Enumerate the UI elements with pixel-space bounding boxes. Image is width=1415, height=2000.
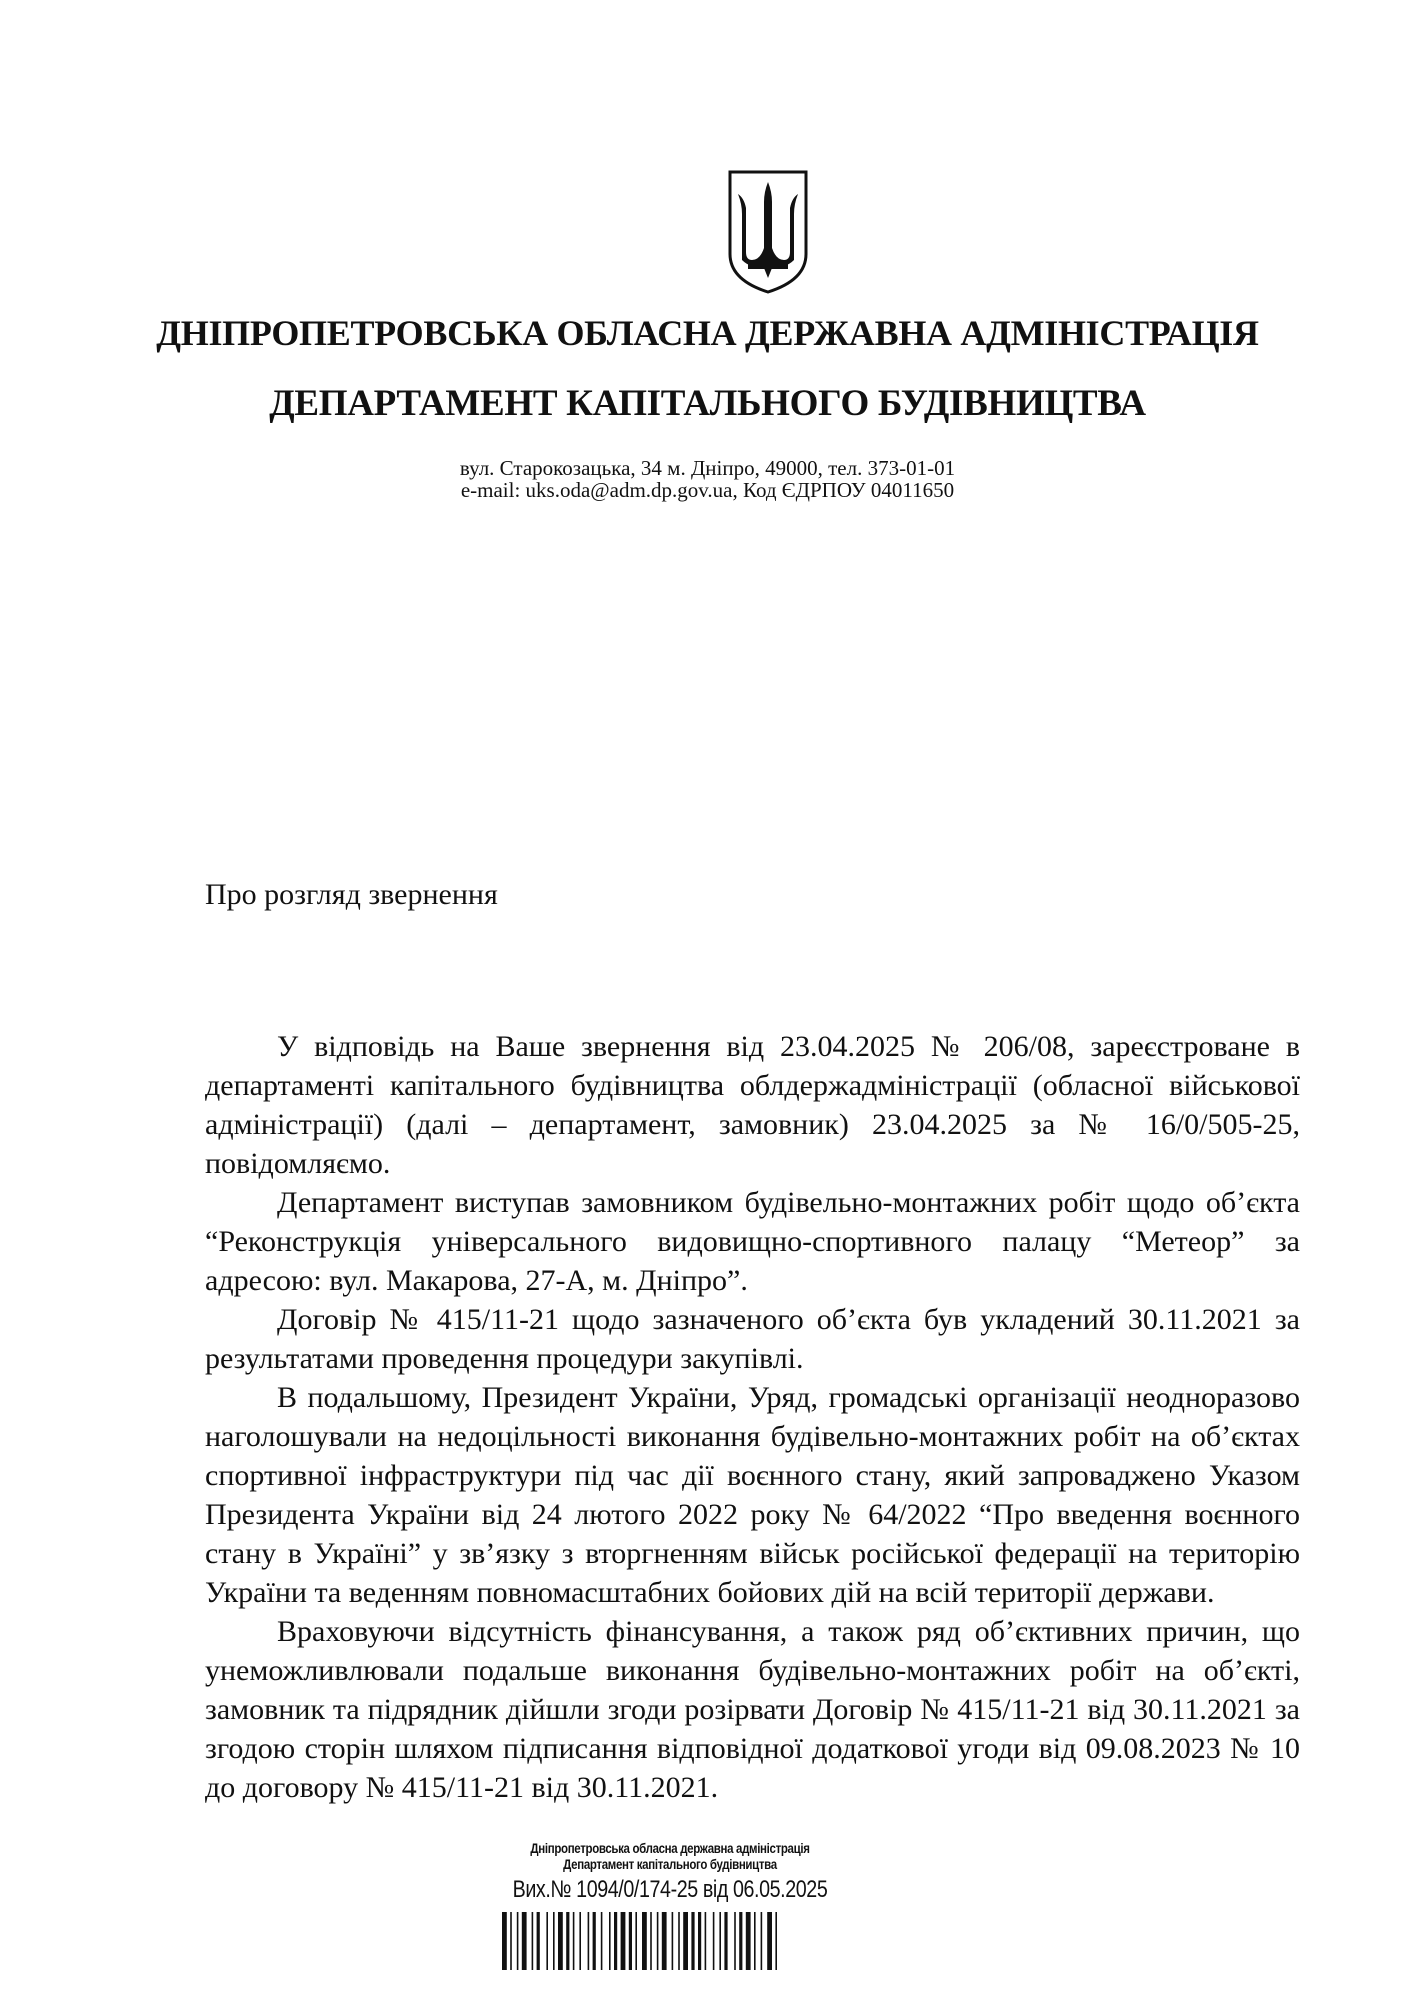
paragraph: Договір № 415/11-21 щодо зазначеного об’єкта був укладений 30.11.2021 за результатами проведення процедури закупівлі.	[205, 1303, 1300, 1375]
address-line: вул. Старокозацька, 34 м. Дніпро, 49000, тел. 373-01-01	[459, 456, 956, 480]
paragraph: В подальшому, Президент України, Уряд, громадські організації неодноразово наголошували на недоцільності виконання будівельно-монтажних робіт на об’єктах спортивної інфраструктури під час дії воєнного стану, який запроваджено Указом Президента України від 24 лютого 2022 року № 64/2022 “Про введення воєнного стану в Україні” у зв’язку з вторгненням військ російської федерації на територію України та веденням повномасштабних бойових дій на всій території держави.	[205, 1381, 1300, 1609]
department-name: ДЕПАРТАМЕНТ КАПІТАЛЬНОГО БУДІВНИЦТВА	[269, 383, 1146, 424]
stamp-organization: Дніпропетровська обласна державна адміністрація	[530, 1840, 810, 1856]
paragraph: Департамент виступав замовником будівельно-монтажних робіт щодо об’єкта “Реконструкція універсального видовищно-спортивного палацу “Метеор” за адресою: вул. Макарова, 27-А, м. Дніпро”.	[205, 1186, 1300, 1297]
paragraph: У відповідь на Ваше звернення від 23.04.2025 № 206/08, зареєстроване в департаменті капітального будівництва облдержадміністрації (обласної військової адміністрації) (далі – департамент, замовник) 23.04.2025 за № 16/0/505-25, повідомляємо.	[205, 1030, 1300, 1180]
email-line: e-mail: uks.oda@adm.dp.gov.ua, Код ЄДРПОУ 04011650	[460, 478, 955, 502]
registration-stamp	[460, 1840, 880, 1904]
trident-coat-of-arms-icon	[724, 168, 812, 296]
stamp-department: Департамент капітального будівництва	[563, 1856, 777, 1872]
barcode-icon	[488, 1908, 848, 1974]
organization-name: ДНІПРОПЕТРОВСЬКА ОБЛАСНА ДЕРЖАВНА АДМІНІСТРАЦІЯ	[156, 313, 1259, 353]
outgoing-number: Вих.№ 1094/0/174-25 від 06.05.2025	[512, 1876, 828, 1903]
contact-block	[0, 457, 1415, 501]
letter-body	[205, 1027, 1300, 1807]
paragraph: Враховуючи відсутність фінансування, а також ряд об’єктивних причин, що унеможливлювали подальше виконання будівельно-монтажних робіт на об’єкті, замовник та підрядник дійшли згоди розірвати Договір № 415/11-21 від 30.11.2021 за згодою сторін шляхом підписання відповідної додаткової угоди від 09.08.2023 № 10 до договору № 415/11-21 від 30.11.2021.	[205, 1615, 1300, 1804]
letter-subject: Про розгляд звернення	[205, 878, 498, 911]
